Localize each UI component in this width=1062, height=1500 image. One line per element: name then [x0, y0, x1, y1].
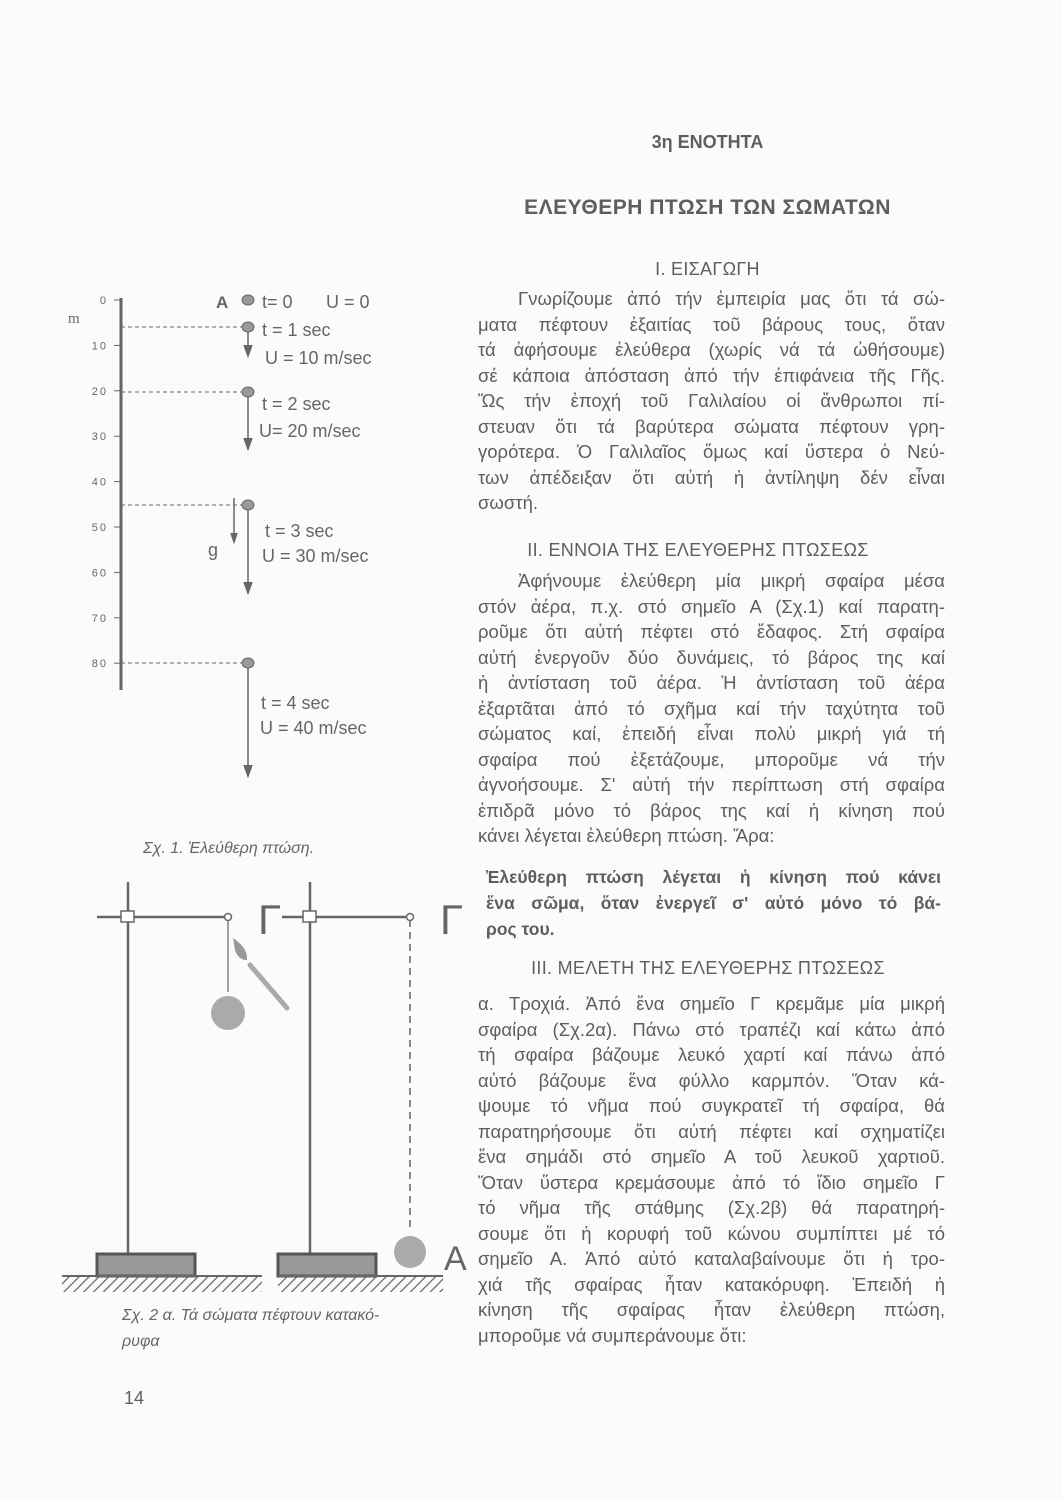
paragraph-trajectory [478, 991, 945, 1348]
text-line: στόν ἀέρα, π.χ. στό σημεῖο Α (Σχ.1) καί παρατη- [478, 595, 945, 617]
figure-free-fall-diagram [0, 0, 470, 870]
stand-a [62, 882, 287, 1292]
text-line: των ἀπέδειξαν ὅτι αὐτή ἡ ἀντίληψη δέν εἶναι [478, 466, 945, 488]
text-line: ρος του. [486, 919, 555, 939]
section-heading-intro: I. ΕΙΣΑΓΩΓΗ [655, 259, 760, 279]
velocity-label: U = 10 m/sec [265, 348, 372, 368]
ruler-tick-label: 20 [91, 385, 108, 398]
definition-box [486, 864, 941, 942]
point-a-label: A [216, 293, 229, 312]
text-line: σημεῖο Α. Ἀπό αὐτό καταλαβαίνουμε ὅτι ἡ τρο- [478, 1248, 945, 1269]
point-gamma-label: Γ [440, 896, 464, 943]
text-line: ροῦμε ὅτι αὐτή πέφτει στό ἔδαφος. Στή σφαίρα [478, 621, 945, 642]
figure2-caption: Σχ. 2 α. Τά σώματα πέφτουν κατακό- [122, 1307, 380, 1324]
velocity-label: U= 20 m/sec [259, 421, 361, 441]
ruler-tick-label: 80 [91, 658, 108, 671]
text-line: γορότερα. Ὁ Γαλιλαῖος ὅμως καί ὕστερα ὁ Νεύ- [478, 441, 945, 462]
text-line: τά ἀφήσουμε ἐλεύθερα (χωρίς νά τά ὠθήσουμε) [478, 339, 945, 360]
ruler-tick-label: 70 [91, 612, 108, 625]
text-line: αὐτό βάζουμε ἕνα φύλλο καρμπόν. Ὅταν κά- [478, 1069, 945, 1091]
text-line: κίνηση τῆς σφαίρας ἦταν ἐλεύθερη πτώση, [478, 1299, 945, 1320]
text-line: ἐπιδρᾶ μόνο τό βάρος της καί ἡ κίνηση πού [478, 799, 945, 821]
page-number: 14 [124, 1388, 145, 1408]
section-heading-study: III. ΜΕΛΕΤΗ ΤΗΣ ΕΛΕΥΘΕΡΗΣ ΠΤΩΣΕΩΣ [531, 958, 885, 978]
text-line: σφαίρα πού ἐξετάζουμε, μποροῦμε νά τήν [478, 748, 945, 770]
section-heading-concept: II. ΕΝΝΟΙΑ ΤΗΣ ΕΛΕΥΘΕΡΗΣ ΠΤΩΣΕΩΣ [527, 540, 869, 560]
text-line: α. Τροχιά. Ἀπό ἕνα σημεῖο Γ κρεμᾶμε μία μικρή [478, 993, 945, 1014]
paragraph-concept [478, 568, 945, 849]
text-line: τό νῆμα τῆς στάθμης (Σχ.2β) θά παρατηρή- [478, 1197, 945, 1218]
stand-b [278, 882, 443, 1292]
text-line: Ἀφήνουμε ἐλεύθερη μία μικρή σφαίρα μέσα [518, 570, 945, 591]
text-line: κάνει λέγεται ἐλεύθερη πτώση. Ἄρα: [478, 825, 775, 846]
paragraph-intro [478, 286, 945, 516]
text-line: σώματος καί, ἐπειδή εἶναι πολύ μικρή γιά τή [478, 723, 945, 744]
time-label: t = 1 sec [262, 320, 331, 340]
figure-vertical-fall-apparatus [0, 860, 470, 1360]
plumb-bob [394, 1236, 426, 1268]
chapter-title: ΕΛΕΥΘΕΡΗ ΠΤΩΣΗ ΤΩΝ ΣΩΜΑΤΩΝ [524, 196, 891, 219]
time-label: t = 3 sec [265, 521, 334, 541]
figure1-caption: Σχ. 1. Ἐλεύθερη πτώση. [143, 840, 315, 857]
flame-icon [233, 938, 247, 960]
figure2-caption-cont: ρυφα [122, 1333, 160, 1350]
unit-label: m [68, 311, 80, 327]
match-icon [250, 965, 287, 1008]
text-line: μποροῦμε νά συμπεράνουμε ὅτι: [478, 1324, 747, 1346]
time-label: t= 0 [262, 292, 293, 312]
gravity-label: g [208, 540, 219, 560]
ruler-tick-label: 50 [91, 522, 108, 534]
text-line: σφαίρα (Σχ.2α). Πάνω στό τραπέζι καί κάτω ἀπό [478, 1018, 945, 1040]
text-line: Γνωρίζουμε ἀπό τήν ἐμπειρία μας ὅτι τά σώ- [518, 288, 945, 309]
velocity-label: U = 30 m/sec [262, 546, 369, 566]
velocity-label: U = 40 m/sec [260, 718, 367, 738]
text-line: Ὥς τήν ἐποχή τοῦ Γαλιλαίου οἱ ἄνθρωποι πί- [478, 390, 945, 411]
text-line: σωστή. [478, 492, 539, 513]
text-line: σουμε ὅτι ἡ κορυφή τοῦ κώνου συμπίπτει μέ τό [478, 1222, 945, 1244]
text-line: αὐτή ἐνεργοῦν δύο δυνάμεις, τό βάρος της καί [478, 646, 945, 668]
text-line: ἕνα σημάδι στό σημεῖο Α τοῦ λευκοῦ χαρτιοῦ. [478, 1146, 945, 1167]
point-gamma-label: Γ [258, 896, 282, 943]
ruler-tick-label: 10 [91, 340, 108, 353]
text-line: ψουμε τό νῆμα πού συγκρατεῖ τή σφαίρα, θά [478, 1095, 945, 1116]
text-line: Ὅταν ὕστερα κρεμάσουμε ἀπό τό ἴδιο σημεῖο Γ [478, 1171, 945, 1193]
text-line: ἡ ἀντίσταση τοῦ ἀέρα. Ἡ ἀντίσταση τοῦ ἀέρα [478, 672, 945, 693]
text-line: ματα πέφτουν ἐξαιτίας τοῦ βάρους τους, ὅταν [478, 313, 945, 335]
ruler-tick-label: 40 [91, 476, 108, 489]
text-line: Ἐλεύθερη πτώση λέγεται ἡ κίνηση πού κάνει [486, 867, 941, 887]
text-line: παρατηρήσουμε ὅτι αὐτή πέφτει καί σχηματίζει [478, 1120, 945, 1142]
text-line: στευαν ὅτι τά βαρύτερα σώματα πέφτουν γρη- [478, 415, 945, 437]
unit-heading: 3η ΕΝΟΤΗΤΑ [651, 132, 764, 152]
text-line: ἐξαρτᾶται ἀπό τό σχῆμα καί τήν ταχύτητα τοῦ [478, 697, 945, 719]
text-line: τή σφαίρα βάζουμε λευκό χαρτί καί πάνω ἀπό [478, 1044, 945, 1065]
ruler-tick-label: 30 [91, 431, 108, 444]
text-line: σέ κάποια ἀπόσταση ἀπό τήν ἐπιφάνεια τῆς Γῆς. [478, 364, 945, 386]
text-line: χιά τῆς σφαίρας ἦταν κατακόρυφη. Ἐπειδή ἡ [478, 1273, 945, 1295]
velocity-label: U = 0 [326, 292, 370, 312]
text-line: ἕνα σῶμα, ὅταν ἐνεργεῖ σ' αὐτό μόνο τό βά- [486, 893, 941, 913]
time-label: t = 4 sec [261, 693, 330, 713]
ruler-tick-label: 60 [91, 567, 108, 580]
time-label: t = 2 sec [262, 394, 331, 414]
ruler-tick-label: 0 [99, 295, 108, 307]
text-line: ἀγνοήσουμε. Σ' αὐτή τήν περίπτωση στή σφαίρα [478, 774, 945, 795]
point-a-label: Α [444, 1240, 467, 1278]
